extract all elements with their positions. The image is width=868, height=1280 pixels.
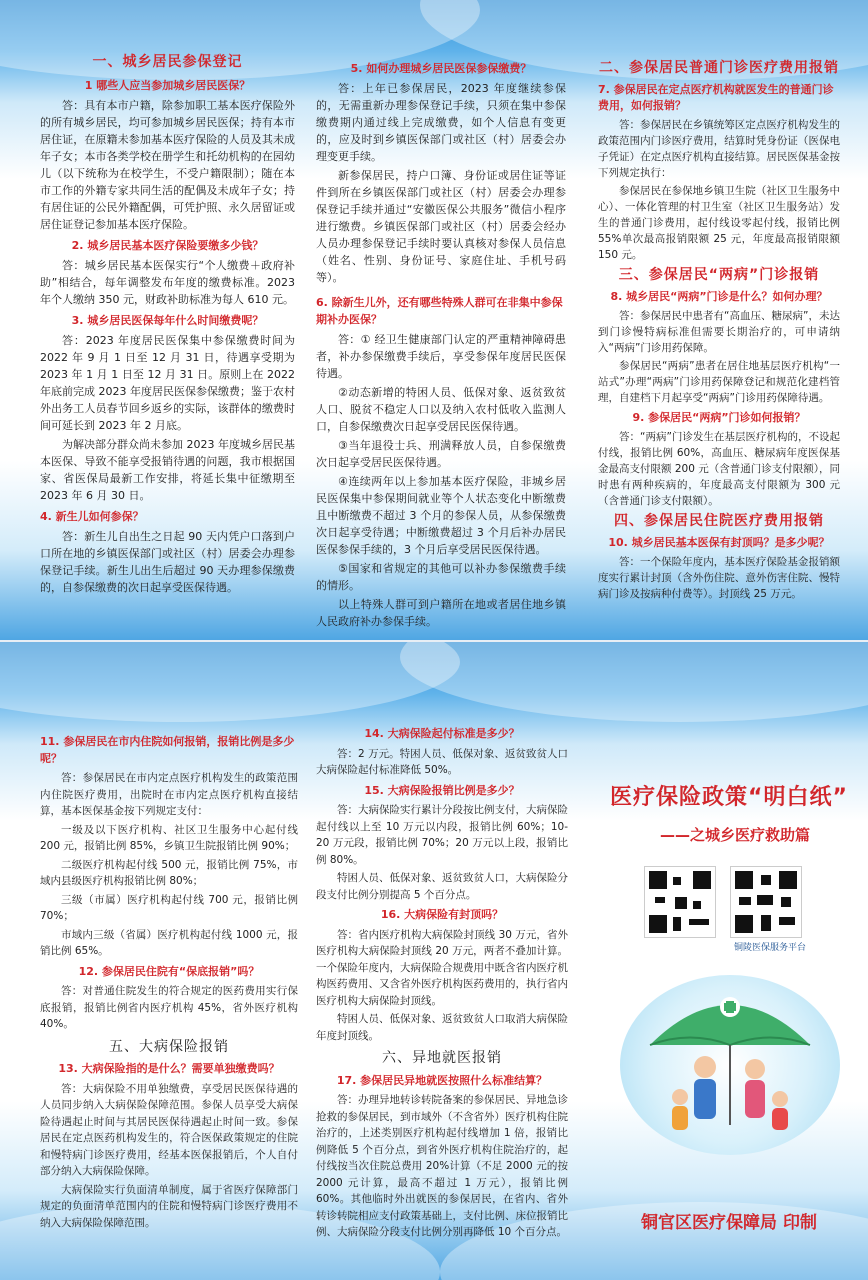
question-4: 4. 新生儿如何参保？	[40, 510, 144, 523]
answer-7b: 参保居民在参保地乡镇卫生院（社区卫生服务中心）、一体化管理的村卫生室（社区卫生服务站）发生的普通门诊费用，起付线设零起付线，报销比例 55%单次最高报销限额 25 元，年度最高报销限额 150 元。	[598, 185, 840, 261]
question-3: 3. 城乡居民医保每年什么时间缴费呢？	[71, 314, 264, 327]
answer-17: 答：办理异地转诊转院备案的参保居民、异地急诊抢救的参保居民，到市域外（不含省外）医疗机构住院治疗的，上述类别医疗机构起付线增加 1 倍，报销比例降低 5 个百分点，到省外医疗机构住院治疗的，起付线按当次住院总费用 20%计算（不足 2000 元的按 2000 元计算，最高不超过 1 万元），报销比例 60%。其他临时外出就医的参保居民，在省内、省外转诊转院相应支付政策基础上，支付比例、床位报销比例、大病保险分段支付比例分别再降低 10 个百分点。	[316, 1094, 568, 1238]
answer-14: 答：2 万元。特困人员、低保对象、返贫致贫人口大病保险起付标准降低 50%。	[316, 747, 568, 776]
qr-label: 铜陵医保服务平台	[733, 943, 806, 953]
answer-5: 答：上年已参保居民，2023 年度继续参保的，无需重新办理参保登记手续，只须在集中参保缴费期内通过线上完成缴费，如个人信息有变更的，应及时到乡镇医保部门或社区（村）居委会办理变更手续。	[316, 82, 566, 163]
column-3	[598, 56, 840, 604]
column-1	[40, 50, 295, 598]
question-13: 13. 大病保险指的是什么？需要单独缴费吗？	[58, 1062, 280, 1075]
answer-10: 答：一个保险年度内，基本医疗保险基金报销额度实行累计封顶（含外伤住院、意外伤害住院、慢特病门诊及按病种付费等）。封顶线 25 万元。	[598, 556, 840, 600]
answer-11b: 一级及以下医疗机构、社区卫生服务中心起付线 200 元，报销比例 85%，乡镇卫生院报销比例 90%；	[40, 823, 298, 852]
answer-16b: 特困人员、低保对象、返贫致贫人口取消大病保险年度封顶线。	[316, 1013, 568, 1042]
answer-12: 答：对普通住院发生的符合规定的医药费用实行保底报销，报销比例省内医疗机构 45%，省外医疗机构 40%。	[40, 985, 298, 1030]
question-9: 9. 参保居民“两病”门诊如何报销？	[632, 411, 806, 424]
answer-13b: 大病保险实行负面清单制度，属于省医疗保障部门规定的负面清单范围内的住院和慢特病门诊医疗费用不纳入大病保险保障范围。	[40, 1183, 298, 1229]
section-heading-2: 二、参保居民普通门诊医疗费用报销	[599, 60, 839, 76]
answer-6f: 以上特殊人群可到户籍所在地或者居住地乡镇人民政府补办参保手续。	[316, 598, 566, 628]
question-6: 6. 除新生儿外，还有哪些特殊人群可在非集中参保期补办医保？	[316, 296, 563, 326]
question-16: 16. 大病保险有封顶吗？	[380, 908, 504, 921]
answer-1: 答：具有本市户籍，除参加职工基本医疗保险外的所有城乡居民，均可参加城乡居民医保；持有本市居住证，在原籍未参加基本医疗保险的人员及其未成年子女；本市各类学校在册学生和托幼机构的在园幼儿（以下统称为在校学生，不受户籍限制）；随在本市工作的外籍专家共同生活的配偶及未成年子女；持有居住证的公民外籍配偶，可凭护照、永久居留证或居住证登记参加基本医疗保险。	[40, 99, 295, 231]
umbrella-family-icon	[620, 975, 840, 1155]
question-7: 7. 参保居民在定点医疗机构就医发生的普通门诊费用，如何报销？	[598, 83, 834, 112]
question-12: 12. 参保居民住院有“保底报销”吗？	[78, 964, 260, 978]
answer-5b: 新参保居民，持户口簿、身份证或居住证等证件到所在乡镇医保部门或社区（村）居委会办理参保登记手续并通过“安徽医保公共服务”微信小程序进行缴费。乡镇医保部门或社区（村）居委会经办人员办理参保登记手续时要认真核对参保人员信息（姓名、性别、身份证号、家庭住址、手机号码等）。	[316, 169, 566, 284]
cover-title: 医疗保险政策“明白纸”	[610, 785, 848, 810]
section-heading-6: 六、异地就医报销	[382, 1050, 502, 1066]
cover-subtitle: ——之城乡医疗救助篇	[659, 826, 810, 844]
answer-15b: 特困人员、低保对象、返贫致贫人口，大病保险分段支付比例分别提高 5 个百分点。	[316, 872, 568, 901]
column-4	[40, 730, 298, 1233]
answer-4: 答：新生儿自出生之日起 90 天内凭户口落到户口所在地的乡镇医保部门或社区（村）居委会办理参保登记手续。新生儿出生后超过 90 天办理参保缴费的，自参保缴费的次日起享受医保待遇。	[40, 530, 295, 594]
question-14: 14. 大病保险起付标准是多少？	[364, 727, 520, 740]
answer-11e: 市域内三级（省属）医疗机构起付线 1000 元，报销比例 65%。	[40, 928, 298, 957]
answer-8b: 参保居民“两病”患者在居住地基层医疗机构“一站式”办理“两病”门诊用药保障登记和规范化建档管理，自建档下月起享受“两病”门诊用药保障待遇。	[598, 360, 840, 404]
publisher-footer: 铜官区医疗保障局 印制	[641, 1213, 817, 1233]
answer-16: 答：省内医疗机构大病保险封顶线 30 万元，省外医疗机构大病保险封顶线 20 万元，两者不叠加计算。一个保险年度内，大病保险合规费用中既含省内医疗机构医药费用、又含省外医疗机构医药费用的，执行省内医疗机构大病保险封顶线。	[316, 928, 568, 1007]
question-1: 1 哪些人应当参加城乡居民医保？	[84, 79, 251, 92]
question-17: 17. 参保居民异地就医按照什么标准结算？	[336, 1073, 548, 1087]
qr-code-icon	[730, 866, 802, 938]
answer-3: 答：2023 年度居民医保集中参保缴费时间为 2022 年 9 月 1 日至 12 月 31 日，待遇享受期为 2023 年 1 月 1 日至 12 月 31 日。原则上在 2022 年底前完成 2023 年度居民医保参保缴费；鉴于农村外出务工人员春节回乡返乡的实际，该群体的缴费时间可延长到 2023 年 2 月底。	[40, 334, 295, 432]
answer-11c: 二级医疗机构起付线 500 元，报销比例 75%，市域内县级医疗机构报销比例 80%；	[40, 858, 298, 887]
question-15: 15. 大病保险报销比例是多少？	[364, 783, 520, 797]
answer-13: 答：大病保险不用单独缴费，享受居民医保待遇的人员同步纳入大病保险保障范围。参保人员享受大病保险待遇起止时间与其居民医保待遇起止时间一致。参保居民在定点医药机构发生的，符合医保政策规定的住院和慢特病门诊医疗费用，经基本医保报销后，个人自付部分纳入大病保险保障。	[40, 1082, 298, 1177]
answer-6b: ②动态新增的特困人员、低保对象、返贫致贫人口、脱贫不稳定人口以及纳入农村低收入监测人口，自参保缴费次日起享受居民医保待遇。	[316, 386, 566, 433]
answer-6: 答：① 经卫生健康部门认定的严重精神障碍患者，补办参保缴费手续后，享受参保年度居民医保待遇。	[316, 333, 566, 380]
answer-6d: ④连续两年以上参加基本医疗保险，非城乡居民医保集中参保期间就业等个人状态变化中断缴费且中断缴费不超过 3 个月的参保人员，从参保缴费次日起享受待遇；中断缴费超过 3 个月后补办居民医保参保手续的，3 个月后享受居民医保待遇。	[316, 475, 566, 556]
section-heading-3: 三、参保居民“两病”门诊报销	[618, 267, 820, 283]
answer-6c: ③当年退役士兵、刑满释放人员，自参保缴费次日起享受居民医保待遇。	[316, 439, 566, 469]
qr-code-icon	[644, 866, 716, 938]
question-10: 10. 城乡居民基本医保有封顶吗？是多少呢？	[608, 536, 830, 549]
answer-2: 答：城乡居民基本医保实行“个人缴费＋政府补助”相结合，每年调整发布年度的缴费标准。2023 年个人缴纳 350 元，财政补助标准为每人 610 元。	[40, 259, 295, 306]
column-5	[316, 722, 568, 1243]
section-heading-5: 五、大病保险报销	[109, 1038, 229, 1055]
answer-15: 答：大病保险实行累计分段按比例支付，大病保险起付线以上至 10 万元以内段，报销比例 60%；10-20 万元段，报销比例 70%；20 万元以上段，报销比例 80%。	[316, 804, 568, 866]
question-2: 2. 城乡居民基本医疗保险要缴多少钱？	[71, 239, 264, 252]
answer-9: 答：“两病”门诊发生在基层医疗机构的，不设起付线，报销比例 60%，高血压、糖尿病年度医保基金最高支付限额 200 元（含普通门诊支付限额），同时患有两种疾病的，年度最高支付限额为 300 元（含普通门诊支付限额）。	[598, 431, 840, 507]
section-heading-4: 四、参保居民住院医疗费用报销	[614, 513, 824, 529]
answer-11d: 三级（市属）医疗机构起付线 700 元，报销比例 70%；	[40, 893, 298, 922]
column-2	[316, 56, 566, 632]
answer-7: 答：参保居民在乡镇统筹区定点医疗机构发生的政策范围内门诊医疗费用，结算时凭身份证（医保电子凭证）在定点医疗机构直接结算。居民医保基金按下列规定执行：	[598, 119, 840, 179]
section-heading-1: 一、城乡居民参保登记	[92, 54, 243, 70]
question-8: 8. 城乡居民“两病”门诊是什么？如何办理？	[610, 290, 828, 303]
question-5: 5. 如何办理城乡居民医保参保缴费？	[350, 62, 532, 75]
answer-11: 答：参保居民在市内定点医疗机构发生的政策范围内住院医疗费用，出院时在市内定点医疗机构直接结算，基本医保基金按下列规定支付：	[40, 772, 298, 817]
answer-8: 答：参保居民中患者有“高血压、糖尿病”，未达到门诊慢特病标准但需要长期治疗的，可申请纳入“两病”门诊用药保障。	[598, 310, 840, 354]
answer-6e: ⑤国家和省规定的其他可以补办参保缴费手续的情形。	[316, 562, 566, 592]
question-11: 11. 参保居民在市内住院如何报销，报销比例是多少呢？	[40, 735, 295, 765]
family-umbrella-illustration	[620, 975, 840, 1155]
answer-3b: 为解决部分群众尚未参加 2023 年度城乡居民基本医保、导致不能享受报销待遇的问题，我市根据国家、省医保局最新工作安排，将延长集中征缴期至 2023 年 6 月 30 日。	[40, 438, 295, 502]
